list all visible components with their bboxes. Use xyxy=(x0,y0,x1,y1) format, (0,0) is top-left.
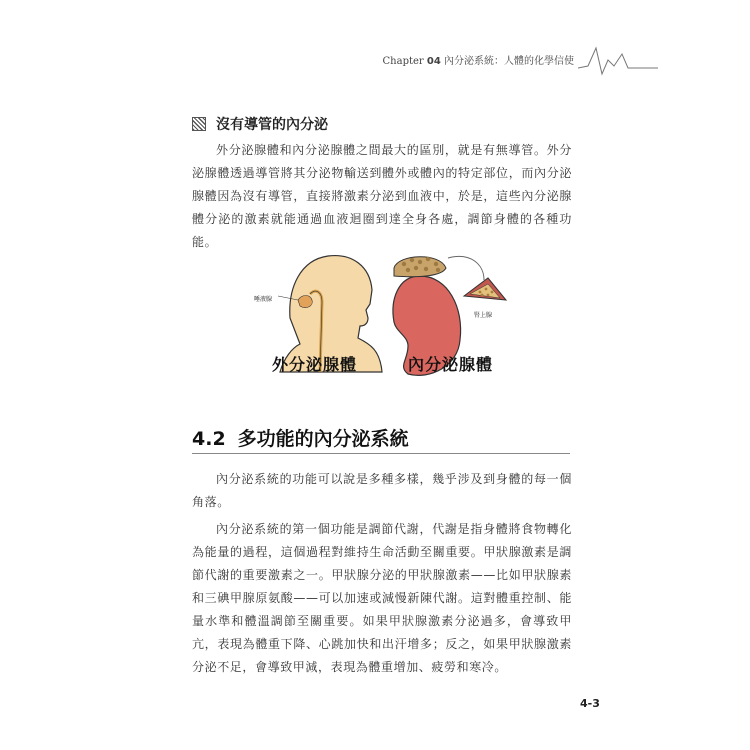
label-salivary-gland: 唾液腺 xyxy=(254,296,273,303)
section-heading xyxy=(192,424,409,451)
chapter-title: 內分泌系統：人體的化學信使 xyxy=(444,56,574,67)
subsection-paragraph: 外分泌腺體和內分泌腺體之間最大的區別，就是有無導管。外分泌腺體透過導管將其分泌物輸送到體外或體內的特定部位，而內分泌腺體因為沒有導管，直接將激素分泌到血液中，於是，這些內分泌腺體分泌的激素就能通過血液迴圈到達全身各處，調節身體的各種功能。 xyxy=(192,143,572,249)
zoom-arrow xyxy=(448,256,484,280)
section-number: 4.2 xyxy=(192,428,226,450)
hatch-square-icon xyxy=(192,117,206,131)
page-number: 4-3 xyxy=(580,697,600,710)
caption-endocrine: 內分泌腺體 xyxy=(408,355,494,374)
adrenal-on-kidney xyxy=(394,257,446,277)
section-paragraph-2: 內分泌系統的第一個功能是調節代謝，代謝是指身體將食物轉化為能量的過程，這個過程對維持生命活動至關重要。甲狀腺激素是調節代謝的重要激素之一。甲狀腺分泌的甲狀腺激素——比如甲狀腺素和三碘甲腺原氨酸——可以加速或減慢新陳代謝。這對體重控制、能量水準和體溫調節至關重要。如果甲狀腺激素分泌過多，會導致甲亢，表現為體重下降、心跳加快和出汗增多；反之，如果甲狀腺激素分泌不足，會導致甲減，表現為體重增加、疲勞和寒冷。 xyxy=(192,522,572,674)
heartbeat-wave-icon xyxy=(578,40,658,80)
section-divider xyxy=(192,453,570,454)
salivary-gland xyxy=(298,296,312,308)
caption-exocrine: 外分泌腺體 xyxy=(272,355,358,374)
section-title: 多功能的內分泌系統 xyxy=(237,428,409,450)
label-adrenal-gland: 腎上腺 xyxy=(474,312,493,319)
chapter-number: 04 xyxy=(426,56,441,67)
subsection-title: 沒有導管的內分泌 xyxy=(216,117,328,133)
running-header xyxy=(383,52,574,67)
chapter-label: Chapter xyxy=(382,56,424,67)
section-paragraph-1: 內分泌系統的功能可以說是多種多樣，幾乎涉及到身體的每一個角落。 xyxy=(192,472,572,509)
subsection-heading xyxy=(192,114,328,134)
